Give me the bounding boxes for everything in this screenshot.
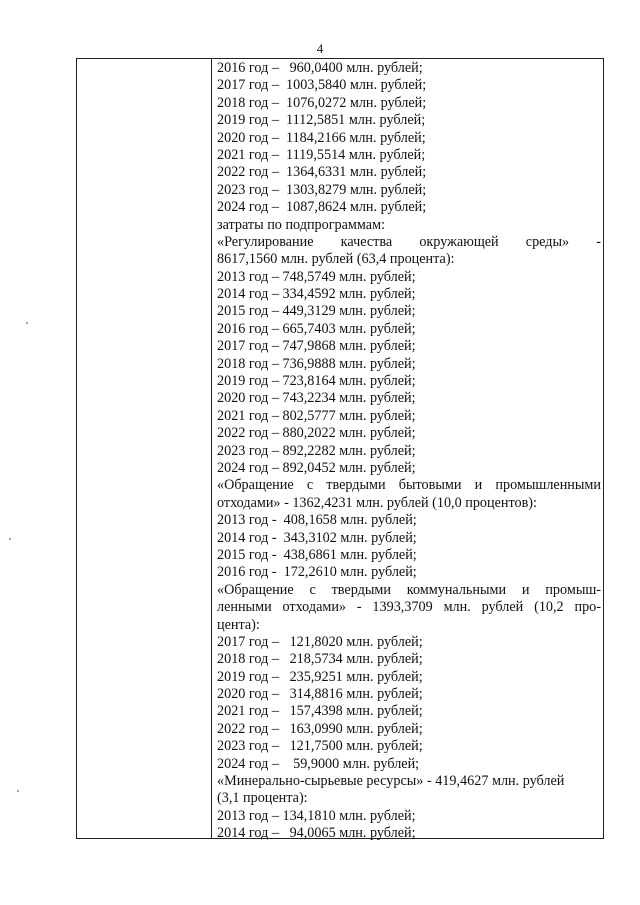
text-line: 2021 год – 802,5777 млн. рублей; — [217, 407, 416, 424]
text-line: 2019 год – 723,8164 млн. рублей; — [217, 373, 416, 390]
text-line: 8617,1560 млн. рублей (63,4 процента): — [217, 251, 455, 268]
scan-speck — [17, 790, 19, 792]
funding-text-cell — [217, 60, 601, 843]
text-line: 2024 год – 1087,8624 млн. рублей; — [217, 199, 427, 216]
text-line: 2018 год – 218,5734 млн. рублей; — [217, 651, 423, 668]
text-line: 2021 год – 1119,5514 млн. рублей; — [217, 146, 426, 163]
text-line: затраты по подпрограммам: — [217, 216, 386, 233]
text-line: 2013 год – 134,1810 млн. рублей; — [217, 807, 416, 824]
text-line: 2014 год - 343,3102 млн. рублей; — [217, 529, 417, 546]
text-line: 2015 год – 449,3129 млн. рублей; — [217, 303, 416, 320]
text-line: отходами» - 1362,4231 млн. рублей (10,0 процентов): — [217, 494, 537, 511]
text-line: 2023 год – 121,7500 млн. рублей; — [217, 738, 423, 755]
text-line: 2013 год - 408,1658 млн. рублей; — [217, 512, 417, 529]
text-line: 2019 год – 235,9251 млн. рублей; — [217, 668, 423, 685]
scan-speck — [9, 538, 11, 540]
column-divider — [211, 59, 212, 838]
text-line: «Обращение с твердыми коммунальными и промыш- — [217, 581, 601, 598]
text-line: 2021 год – 157,4398 млн. рублей; — [217, 703, 423, 720]
text-line: цента): — [217, 616, 260, 633]
text-line: 2022 год – 1364,6331 млн. рублей; — [217, 164, 427, 181]
text-line: 2024 год – 59,9000 млн. рублей; — [217, 755, 420, 772]
text-line: 2017 год – 121,8020 млн. рублей; — [217, 633, 423, 650]
text-line: 2023 год – 892,2282 млн. рублей; — [217, 442, 416, 459]
text-line: 2022 год – 880,2022 млн. рублей; — [217, 425, 416, 442]
text-line: 2014 год – 334,4592 млн. рублей; — [217, 286, 416, 303]
text-line: 2020 год – 314,8816 млн. рублей; — [217, 686, 423, 703]
text-line: 2018 год – 736,9888 млн. рублей; — [217, 355, 416, 372]
text-line: 2020 год – 1184,2166 млн. рублей; — [217, 129, 426, 146]
scan-speck — [26, 322, 28, 324]
text-line: 2014 год – 94,0065 млн. рублей; — [217, 825, 416, 842]
text-line: 2018 год – 1076,0272 млн. рублей; — [217, 94, 427, 111]
text-line: 2019 год – 1112,5851 млн. рублей; — [217, 112, 426, 129]
text-line: 2022 год – 163,0990 млн. рублей; — [217, 720, 423, 737]
text-line: «Обращение с твердыми бытовыми и промышленными — [217, 477, 601, 494]
text-line: 2017 год – 1003,5840 млн. рублей; — [217, 77, 427, 94]
text-line: 2016 год – 960,0400 млн. рублей; — [217, 60, 423, 76]
text-line: 2016 год - 172,2610 млн. рублей; — [217, 564, 417, 581]
text-line: «Регулирование качества окружающей среды» - — [217, 233, 601, 250]
text-line: «Минерально-сырьевые ресурсы» - 419,4627 млн. рублей — [217, 773, 565, 790]
text-line: 2013 год – 748,5749 млн. рублей; — [217, 268, 416, 285]
text-line: ленными отходами» - 1393,3709 млн. рублей (10,2 про- — [217, 599, 601, 616]
text-line: 2016 год – 665,7403 млн. рублей; — [217, 320, 416, 337]
text-line: 2024 год – 892,0452 млн. рублей; — [217, 459, 416, 476]
text-line: 2020 год – 743,2234 млн. рублей; — [217, 390, 416, 407]
page-number: 4 — [316, 41, 324, 56]
text-line: 2023 год – 1303,8279 млн. рублей; — [217, 181, 427, 198]
text-line: 2015 год - 438,6861 млн. рублей; — [217, 546, 417, 563]
funding-table — [76, 58, 604, 842]
text-line: (3,1 процента): — [217, 790, 308, 807]
text-line: 2017 год – 747,9868 млн. рублей; — [217, 338, 416, 355]
